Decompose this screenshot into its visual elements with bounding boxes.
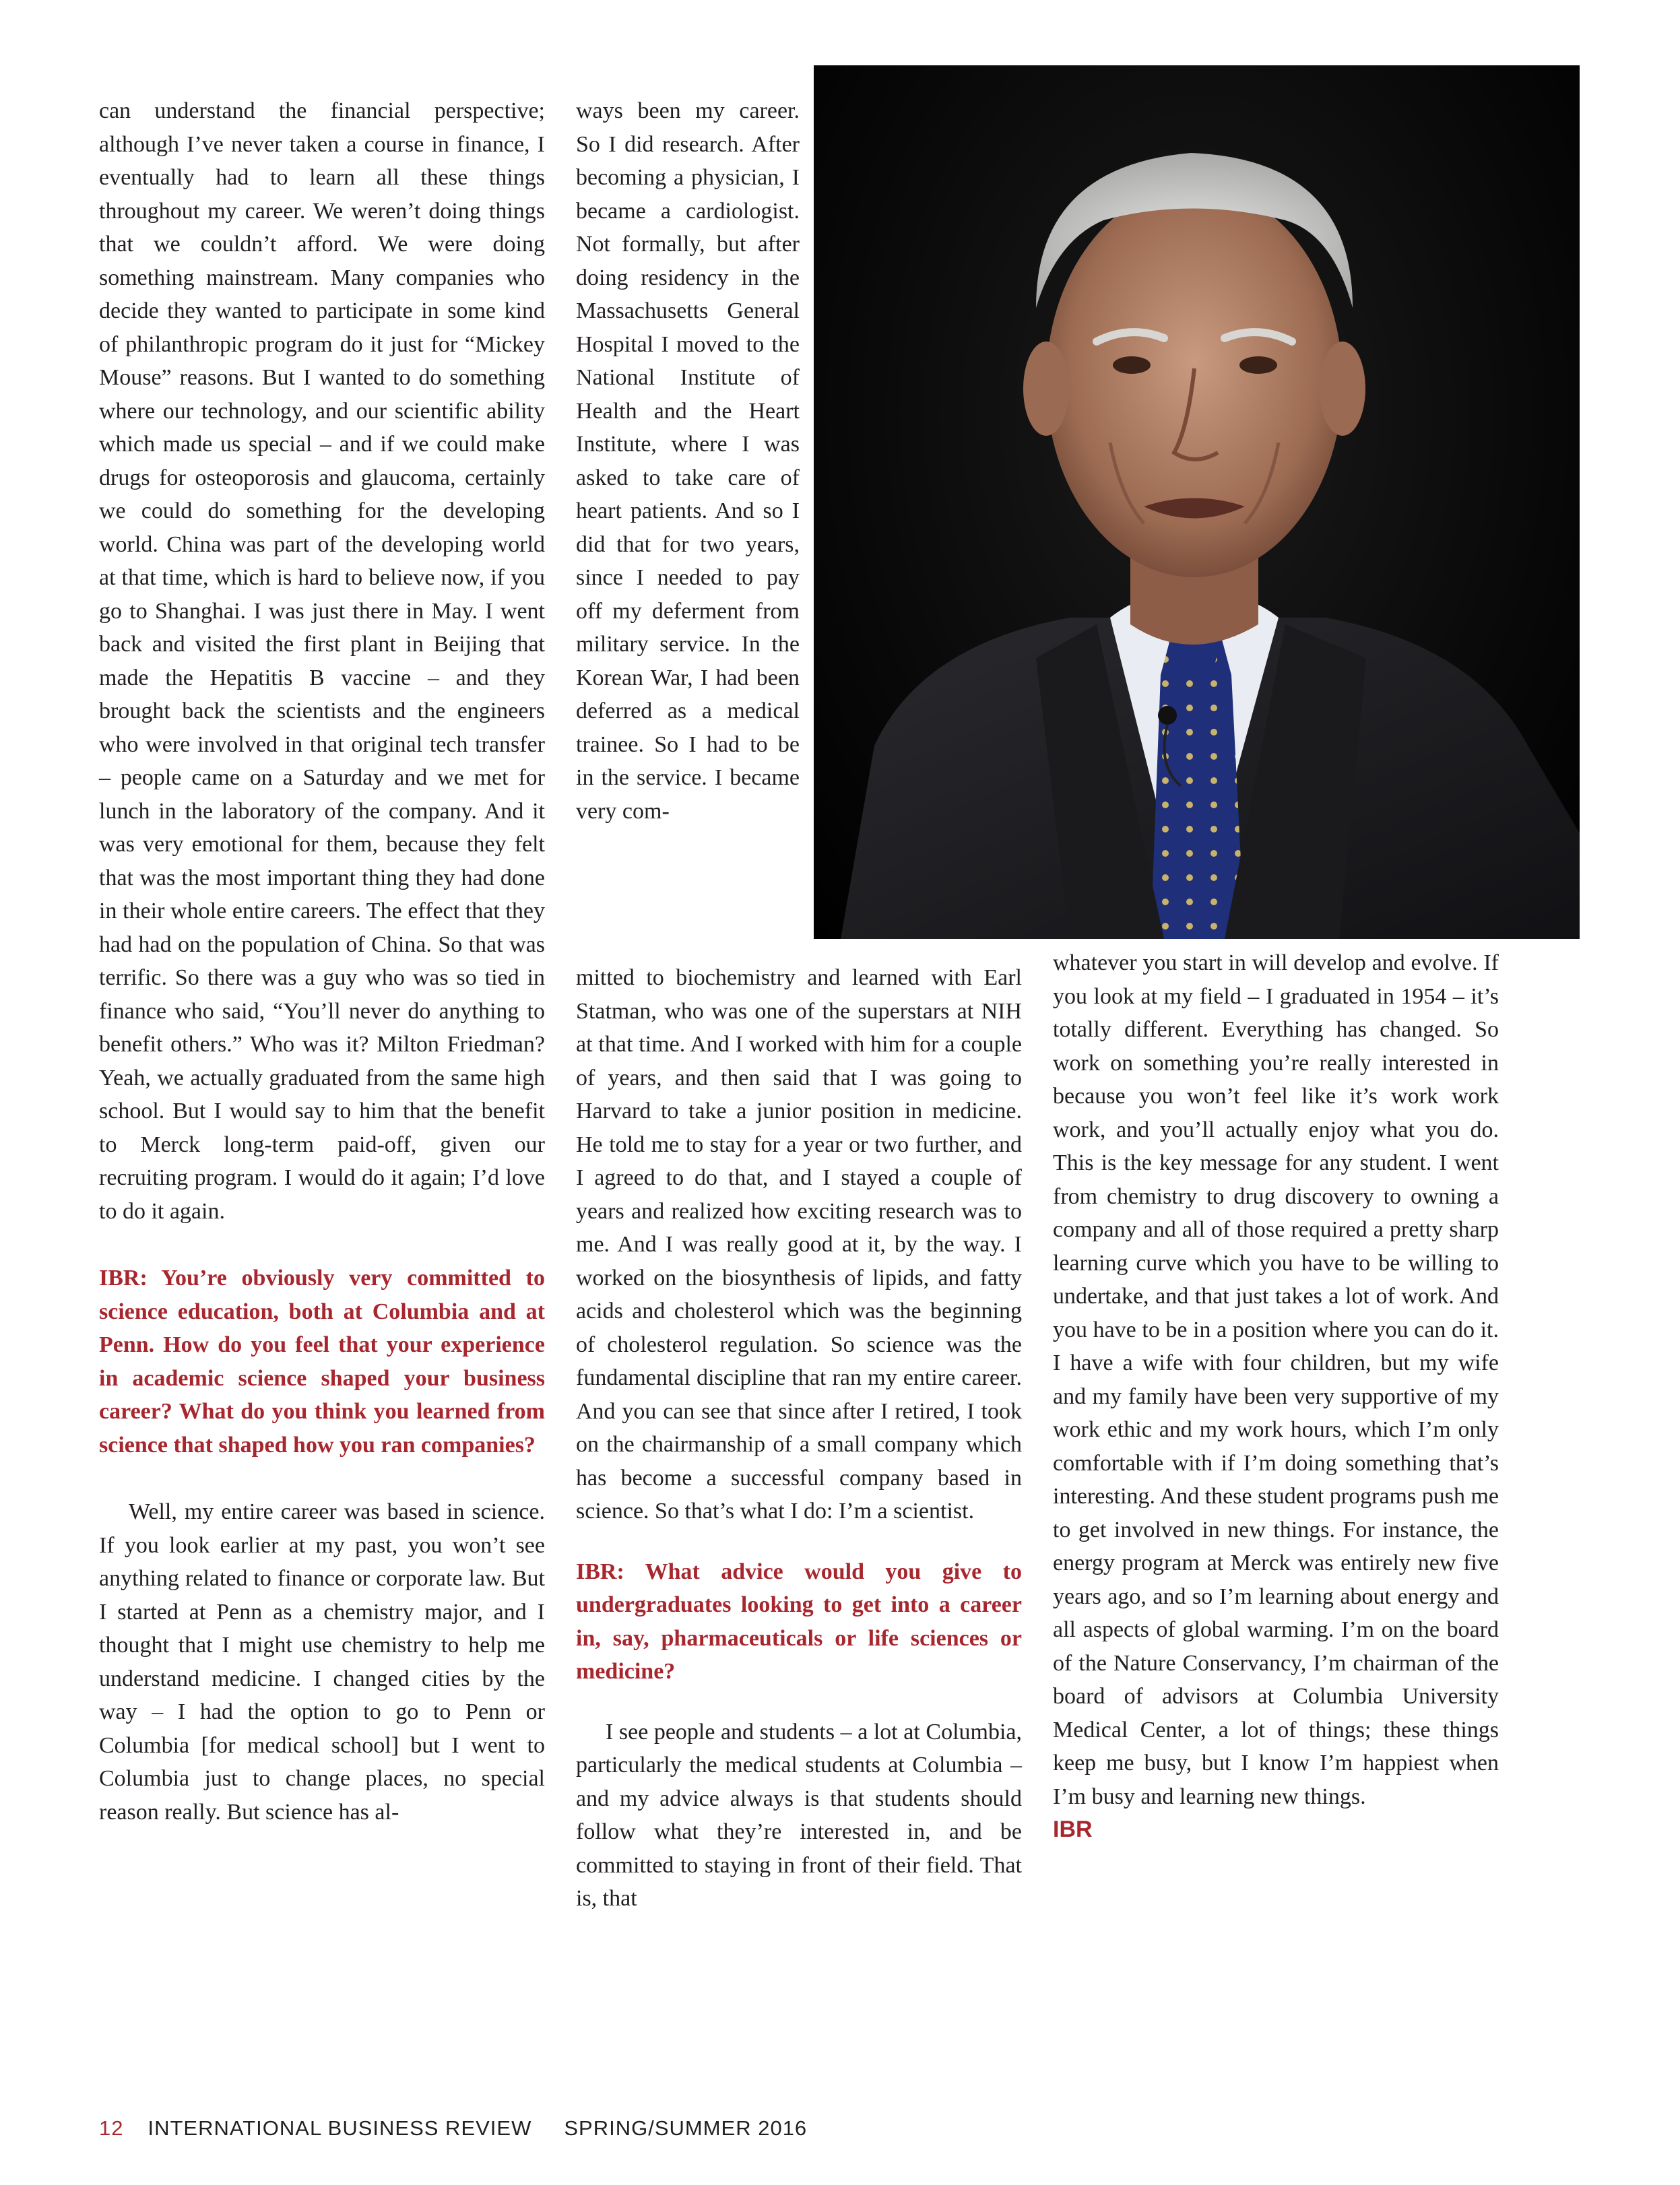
body-paragraph: mitted to biochemistry and learned with Earl Statman, who was one of the superstars at NIH at that time. And I worked with him for a couple of years, and then said that I was going to Harvard to take a junior position in medicine. He told me to stay for a year or two further, and I agreed to do that, and I stayed a couple of years and realized how exciting research was to me. And I was really good at it, by the way. I worked on the biosynthesis of lipids, and fatty acids and cholesterol which was the beginning of cholesterol regulation. So science was the fundamental discipline that ran my entire career. And you can see that since after I retired, I took on the chairmanship of a small company which has become a successful company based in science. So that’s what I do: I’m a scientist. [576, 965, 1022, 1524]
issue-label: SPRING/SUMMER 2016 [564, 2116, 808, 2140]
article-column-1 [99, 94, 545, 1829]
body-paragraph: I see people and students – a lot at Columbia, particularly the medical students at Columbia – and my advice always is that students should follow what they’re interested in, and be committed to staying in front of their field. That is, that [576, 1719, 1022, 1911]
portrait-photo [814, 65, 1580, 939]
portrait-illustration [814, 65, 1580, 939]
interview-question: IBR: What advice would you give to undergraduates looking to get into a career in, say, pharmaceuticals or life sciences or medicine? [576, 1559, 1022, 1684]
body-paragraph: Well, my entire career was based in science. If you look earlier at my past, you won’t see anything related to finance or corporate law. But I started at Penn as a chemistry major, and I thought that I might use chemistry to help me understand medicine. I changed cities by the way – I had the option to go to Penn or Columbia [for medical school] but I went to Columbia just to change places, no special reason really. But science has al- [99, 1499, 545, 1825]
publication-name: INTERNATIONAL BUSINESS REVIEW [148, 2116, 532, 2140]
body-paragraph: can understand the financial perspective; although I’ve never taken a course in finance, I eventually had to learn all these things throughout my career. We weren’t doing things that we couldn’t afford. We were doing something mainstream. Many companies who decide they wanted to participate in some kind of philanthropic program do it just for “Mickey Mouse” reasons. But I wanted to do something where our technology, and our scientific ability which made us special – and if we could make drugs for osteoporosis and glaucoma, certainly we could do something for the developing world. China was part of the developing world at that time, which is hard to believe now, if you go to Shanghai. I was just there in May. I went back and visited the first plant in Beijing that made the Hepatitis B vaccine – and they brought back the scientists and the engineers who were involved in that original tech transfer – people came on a Saturday and we met for lunch in the laboratory of the company. And it was very emotional for them, because they felt that was the most important thing they had done in their whole entire careers. The effect that they had had on the population of China. So that was terrific. So there was a guy who was so tied in finance who said, “You’ll never do anything to benefit others.” Who was it? Milton Friedman? Yeah, we actually graduated from the same high school. But I would say to him that the benefit to Merck long-term paid-off, given our recruiting program. I would do it again; I’d love to do it again. [99, 98, 545, 1224]
body-paragraph: whatever you start in will develop and evolve. If you look at my field – I graduated in 1954 – it’s totally different. Everything has changed. So work on something you’re really interested in because you won’t feel like it’s work work work, and you’ll actually enjoy what you do. This is the key message for any student. I went from chemistry to drug discovery to owning a company and all of those required a pretty sharp learning curve which you have to be willing to undertake, and that just takes a lot of work. And you have to be in a position where you can do it. I have a wife with four children, but my wife and my family have been very supportive of my work ethic and my work hours, which I’m only comfortable with if I’m doing something that’s interesting. And these student programs push me to get involved in new things. For instance, the energy program at Merck was entirely new five years ago, and so I’m learning about energy and all aspects of global warming. I’m on the board of the Nature Conservancy, I’m chairman of the board of advisors at Columbia University Medical Center, a lot of things; these things keep me busy, but I know I’m happiest when I’m busy and learning new things. [1053, 950, 1499, 1809]
body-paragraph: ways been my career. So I did research. After becoming a physician, I became a cardiologist. Not formally, but after doing residency in the Massachusetts General Hospital I moved to the National Institute of Health and the Heart Institute, where I was asked to take care of heart patients. And so I did that for two years, since I needed to pay off my deferment from military service. In the Korean War, I had been deferred as a medical trainee. So I had to be in the service. I became very com- [576, 98, 800, 824]
article-column-3 [1053, 946, 1499, 1847]
article-column-2-narrow [576, 94, 800, 828]
page-footer [99, 2116, 807, 2141]
article-column-2-wide [576, 961, 1022, 1916]
page-number: 12 [99, 2116, 124, 2140]
end-mark: IBR [1053, 1817, 1093, 1842]
interview-question: IBR: You’re obviously very committed to science education, both at Columbia and at Penn. How do you feel that your experience in academic science shaped your business career? What do you think you learned from science that shaped how you ran companies? [99, 1266, 545, 1458]
